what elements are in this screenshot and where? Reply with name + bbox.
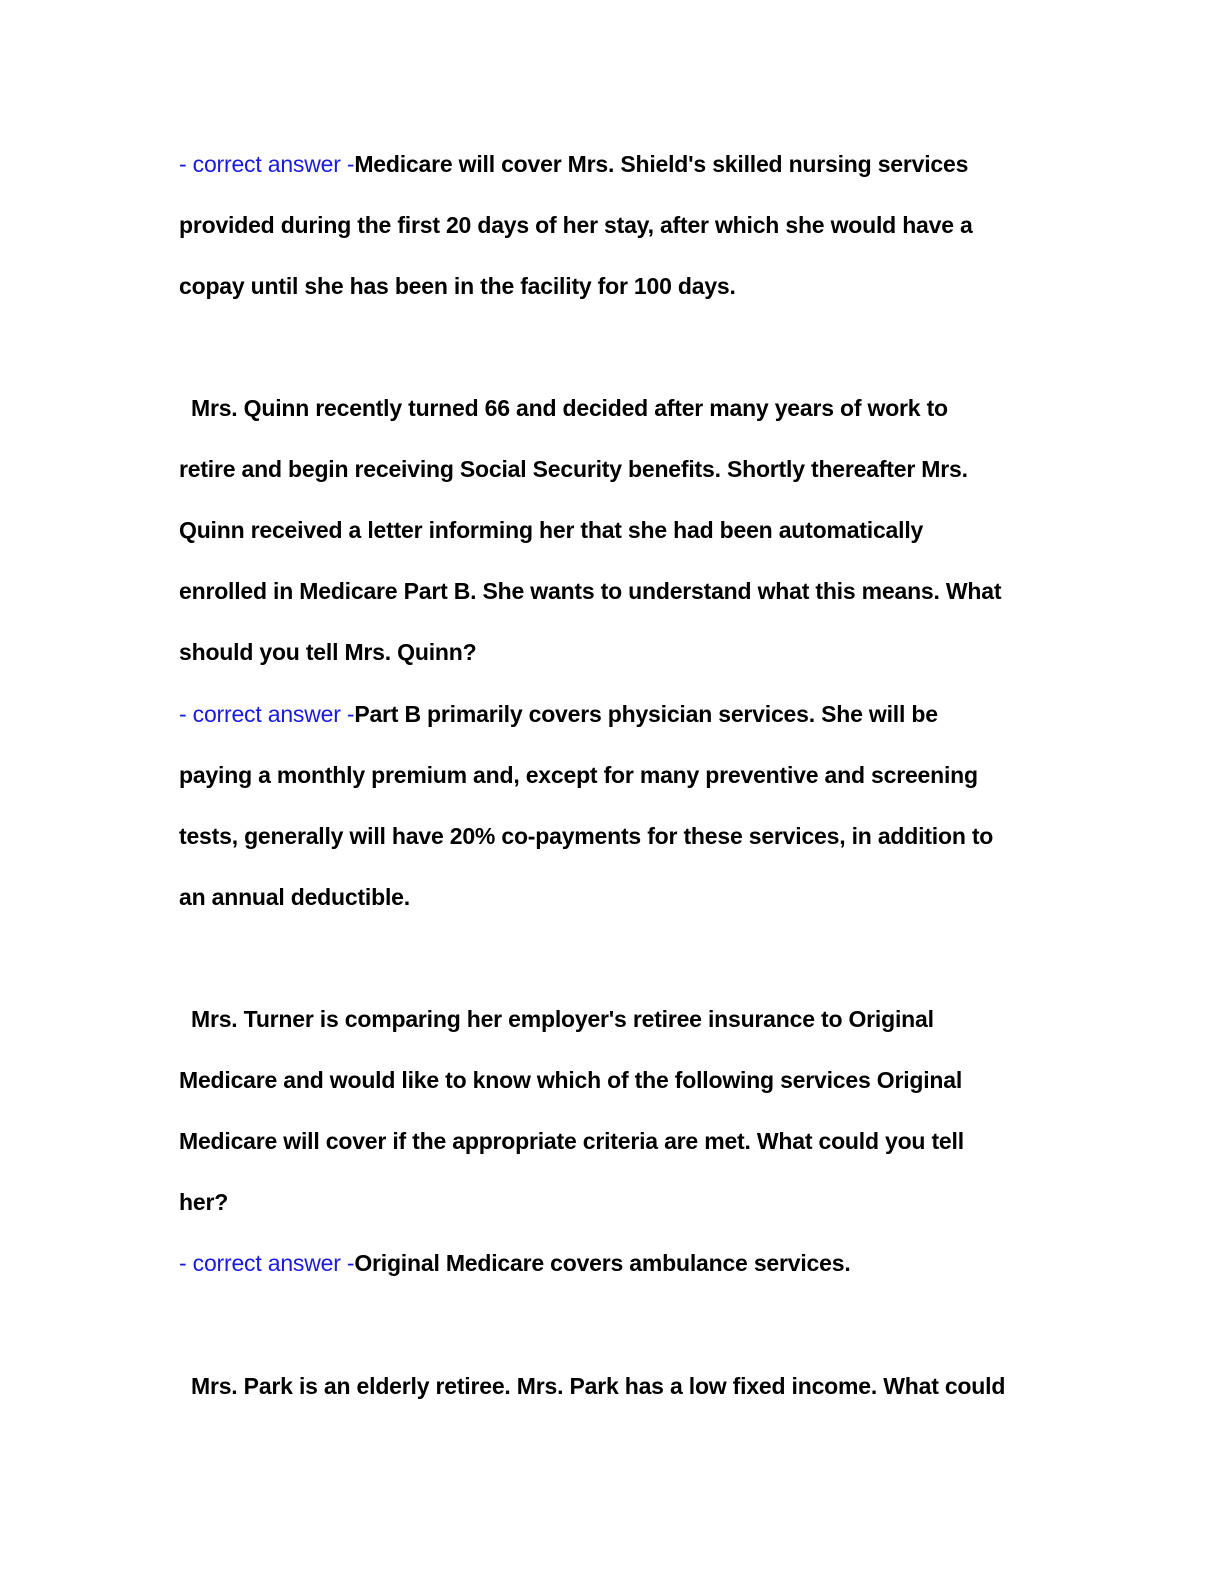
question-1-line-4: enrolled in Medicare Part B. She wants to understand what this means. What (179, 578, 1002, 604)
question-1-line-3: Quinn received a letter informing her that she had been automatically (179, 517, 924, 543)
question-1-line-5: should you tell Mrs. Quinn? (179, 639, 477, 665)
question-3-line-1: Mrs. Park is an elderly retiree. Mrs. Park has a low fixed income. What could (191, 1373, 1006, 1399)
answer-1-line-1 (179, 148, 1059, 180)
question-1-line-2: retire and begin receiving Social Security benefits. Shortly thereafter Mrs. (179, 456, 968, 482)
answer-text: Original Medicare covers ambulance services. (354, 1250, 851, 1276)
question-2-line-3: Medicare will cover if the appropriate criteria are met. What could you tell (179, 1128, 964, 1154)
correct-answer-label: - correct answer - (179, 701, 355, 727)
answer-3-line-1 (179, 1247, 1059, 1279)
answer-text: Part B primarily covers physician services. She will be (354, 701, 938, 727)
answer-2-line-4: an annual deductible. (179, 884, 410, 910)
question-1-line-1: Mrs. Quinn recently turned 66 and decided after many years of work to (191, 395, 948, 421)
answer-text: Medicare will cover Mrs. Shield's skilled nursing services (354, 151, 969, 177)
answer-1-line-3: copay until she has been in the facility for 100 days. (179, 273, 736, 299)
correct-answer-label: - correct answer - (179, 151, 355, 177)
answer-2-line-3: tests, generally will have 20% co-payments for these services, in addition to (179, 823, 994, 849)
answer-1-line-2: provided during the first 20 days of her stay, after which she would have a (179, 212, 973, 238)
question-2-line-4: her? (179, 1189, 229, 1215)
correct-answer-label: - correct answer - (179, 1250, 355, 1276)
question-2-line-1: Mrs. Turner is comparing her employer's retiree insurance to Original (191, 1006, 934, 1032)
question-2-line-2: Medicare and would like to know which of the following services Original (179, 1067, 963, 1093)
answer-2-line-2: paying a monthly premium and, except for many preventive and screening (179, 762, 978, 788)
answer-2-line-1 (179, 698, 1059, 730)
